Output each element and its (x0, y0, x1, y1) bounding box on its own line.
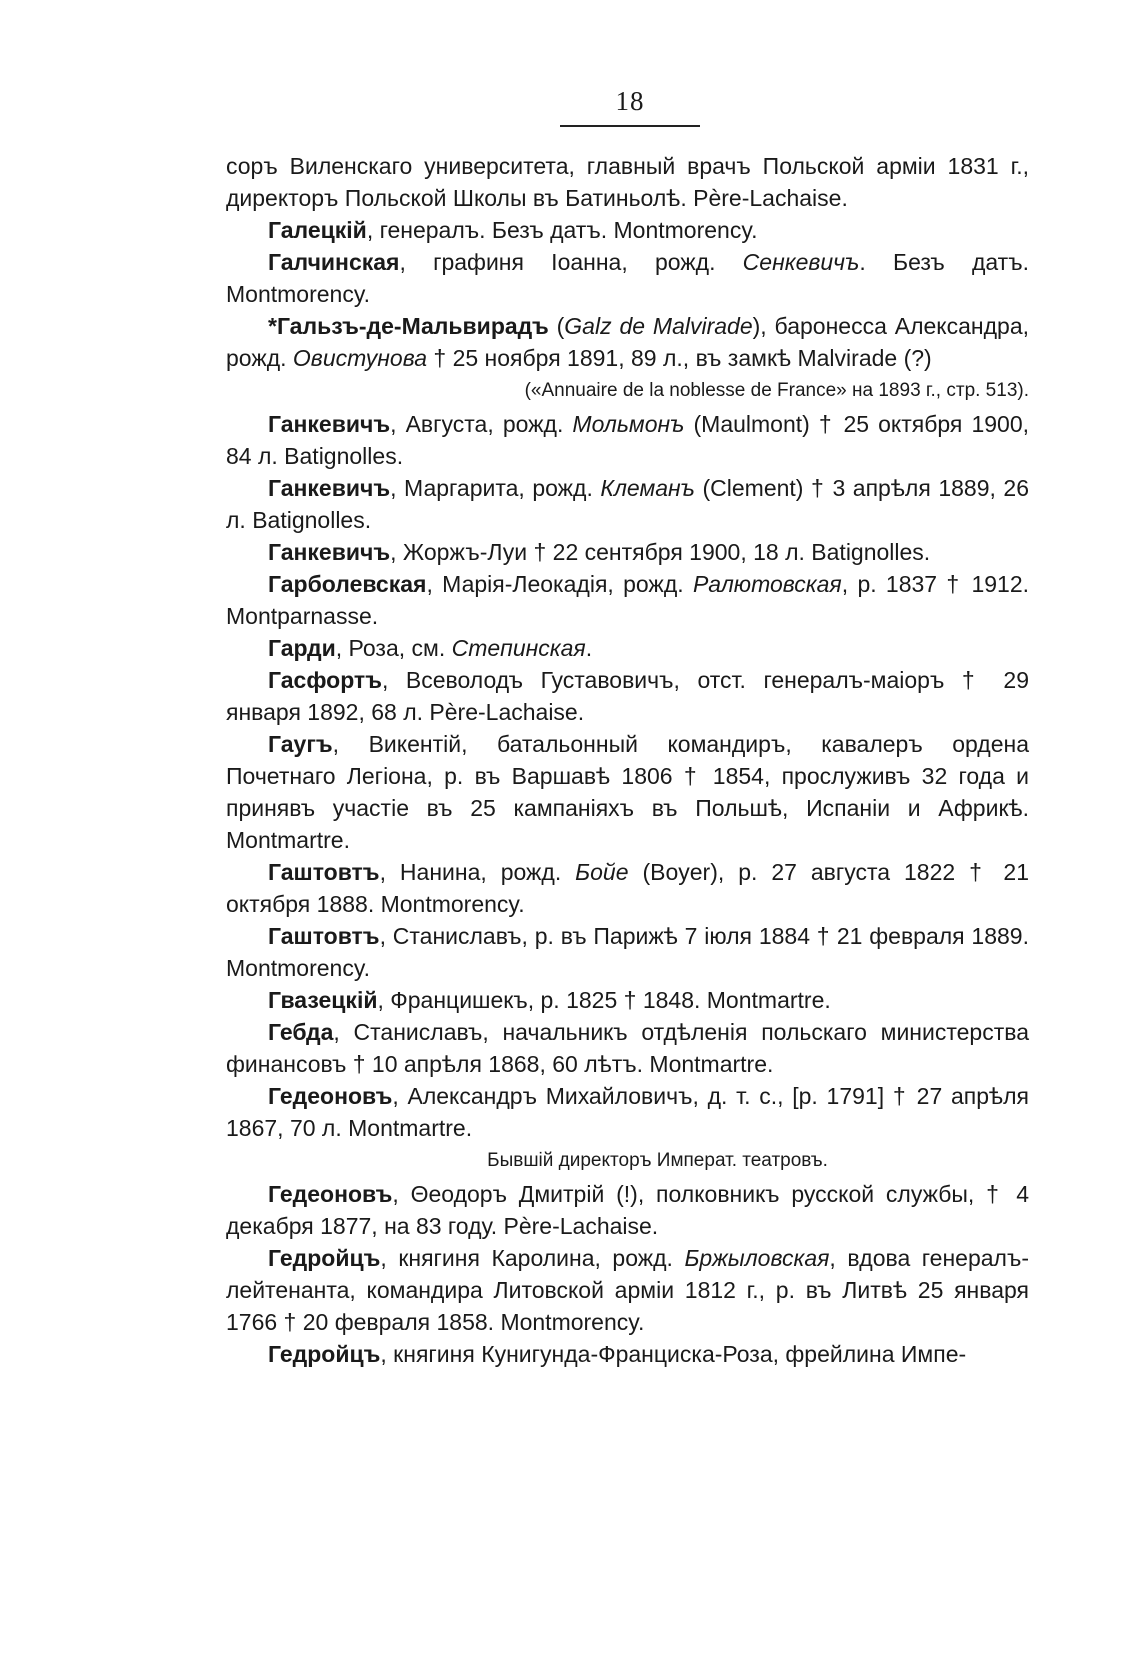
register-entry (226, 984, 1029, 1016)
register-entry (226, 1178, 1029, 1242)
entry-text: , Всеволодъ Густавовичъ, отст. генералъ-маіоръ † 29 января 1892, 68 л. Père-Lachaise. (226, 667, 1029, 725)
entry-text: , Станиславъ, начальникъ отдѣленія польскаго министерства финансовъ † 10 апрѣля 1868, 60 лѣтъ. Montmartre. (226, 1019, 1029, 1077)
maiden-name: Овистунова (292, 345, 428, 371)
entry-surname: Гаштовтъ (268, 859, 380, 885)
entry-text: , вдова генералъ-лейтенанта, командира Литовской арміи 1812 г., р. въ Литвѣ 25 января 1766 † 20 февраля 1858. Montmorency. (226, 1245, 1029, 1335)
entry-text: , Александръ Михайловичъ, д. т. с., [р. 1791] † 27 апрѣля 1867, 70 л. Montmartre. (226, 1083, 1029, 1141)
register-entry (226, 664, 1029, 728)
entry-text: , Роза, см. (335, 635, 452, 661)
entry-surname: Гедройцъ (268, 1341, 381, 1367)
entry-text: , Нанина, рожд. (379, 859, 576, 885)
register-entry (226, 728, 1029, 856)
register-entry (226, 472, 1029, 536)
entry-surname: Гедеоновъ (268, 1181, 393, 1207)
continued-entry (226, 150, 1029, 214)
page-number-rule (560, 125, 700, 127)
register-entry (226, 920, 1029, 984)
entry-text: , Викентій, батальонный командиръ, кавалеръ ордена Почетнаго Легіона, р. въ Варшавѣ 1806 † 1854, прослуживъ 32 года и принявъ участіе въ 25 кампаніяхъ въ Польшѣ, Испаніи и Африкѣ. Montmartre. (226, 731, 1029, 853)
entry-surname: Гебда (268, 1019, 334, 1045)
maiden-name: Степинская (451, 635, 586, 661)
register-entry (226, 1242, 1029, 1338)
maiden-name: Galz de Malvirade (564, 313, 753, 339)
entry-text: , княгиня Кунигунда-Франциска-Роза, фрейлина Импе- (380, 1341, 967, 1367)
entry-surname: *Гальзъ-де-Мальвирадъ (268, 313, 549, 339)
entry-text: ), баронесса Александра, рожд. (226, 313, 1029, 371)
entry-surname: Гарболевская (268, 571, 427, 597)
maiden-name: Сенкевичъ (742, 249, 860, 275)
reference-note (226, 1146, 1029, 1176)
entry-text: † 25 ноября 1891, 89 л., въ замкѣ Malvirade (?) (427, 345, 932, 371)
entry-text: , Станиславъ, р. въ Парижѣ 7 іюля 1884 † 21 февраля 1889. Montmorency. (226, 923, 1029, 981)
entry-text: . Безъ датъ. Montmorency. (226, 249, 1029, 307)
entry-text: , Маргарита, рожд. (390, 475, 601, 501)
register-entry (226, 536, 1029, 568)
entry-surname: Гасфортъ (268, 667, 382, 693)
entry-surname: Ганкевичъ (268, 411, 391, 437)
entry-text: , р. 1837 † 1912. Montparnasse. (226, 571, 1029, 629)
entry-surname: Гвазецкій (268, 987, 378, 1013)
maiden-name: Бойе (575, 859, 629, 885)
entry-text: , Жоржъ-Луи † 22 сентября 1900, 18 л. Batignolles. (390, 539, 931, 565)
entry-surname: Ганкевичъ (268, 539, 391, 565)
entry-text: (Boyer), р. 27 августа 1822 † 21 октября 1888. Montmorency. (226, 859, 1029, 917)
entry-surname: Ганкевичъ (268, 475, 391, 501)
maiden-name: Ралютовская (692, 571, 842, 597)
entry-surname: Гаугъ (268, 731, 333, 757)
entry-surname: Гедройцъ (268, 1245, 381, 1271)
body-text (226, 150, 1029, 1370)
entry-text: . (585, 635, 593, 661)
register-entry (226, 1338, 1029, 1370)
entry-text: , генералъ. Безъ датъ. Montmorency. (366, 217, 758, 243)
entry-text: , графиня Іоанна, рожд. (399, 249, 743, 275)
entry-text: , Августа, рожд. (390, 411, 573, 437)
register-entry (226, 214, 1029, 246)
register-entry (226, 1016, 1029, 1080)
entry-surname: Гаштовтъ (268, 923, 380, 949)
reference-note (226, 376, 1029, 406)
entry-text: (Maulmont) † 25 октября 1900, 84 л. Batignolles. (226, 411, 1029, 469)
entry-text: соръ Виленскаго университета, главный врачъ Польской арміи 1831 г., директоръ Польской Школы въ Батиньолѣ. Père-Lachaise. (226, 153, 1029, 211)
register-entry (226, 1080, 1029, 1144)
entry-text: , Францишекъ, р. 1825 † 1848. Montmartre. (377, 987, 831, 1013)
maiden-name: Мольмонъ (572, 411, 685, 437)
entry-surname: Галецкій (268, 217, 367, 243)
entry-surname: Гедеоновъ (268, 1083, 393, 1109)
entry-text: (Clement) † 3 апрѣля 1889, 26 л. Batignolles. (226, 475, 1029, 533)
register-entry (226, 408, 1029, 472)
register-entry (226, 856, 1029, 920)
entry-text: («Annuaire de la noblesse de France» на 1893 г., стр. 513). (524, 380, 1029, 401)
register-entry (226, 246, 1029, 310)
register-entry (226, 310, 1029, 374)
entry-text: , княгиня Каролина, рожд. (380, 1245, 685, 1271)
entry-text: Бывшій директоръ Императ. театровъ. (487, 1150, 828, 1171)
entry-text: , Θеодоръ Дмитрій (!), полковникъ русской службы, † 4 декабря 1877, на 83 году. Père-Lachaise. (226, 1181, 1029, 1239)
entry-text: , Марія-Леокадія, рожд. (426, 571, 693, 597)
maiden-name: Клеманъ (600, 475, 695, 501)
register-entry (226, 632, 1029, 664)
entry-text: ( (548, 313, 565, 339)
entry-surname: Гарди (268, 635, 336, 661)
page-number: 18 (615, 86, 645, 116)
maiden-name: Бржыловская (684, 1245, 830, 1271)
register-entry (226, 568, 1029, 632)
entry-surname: Галчинская (268, 249, 400, 275)
